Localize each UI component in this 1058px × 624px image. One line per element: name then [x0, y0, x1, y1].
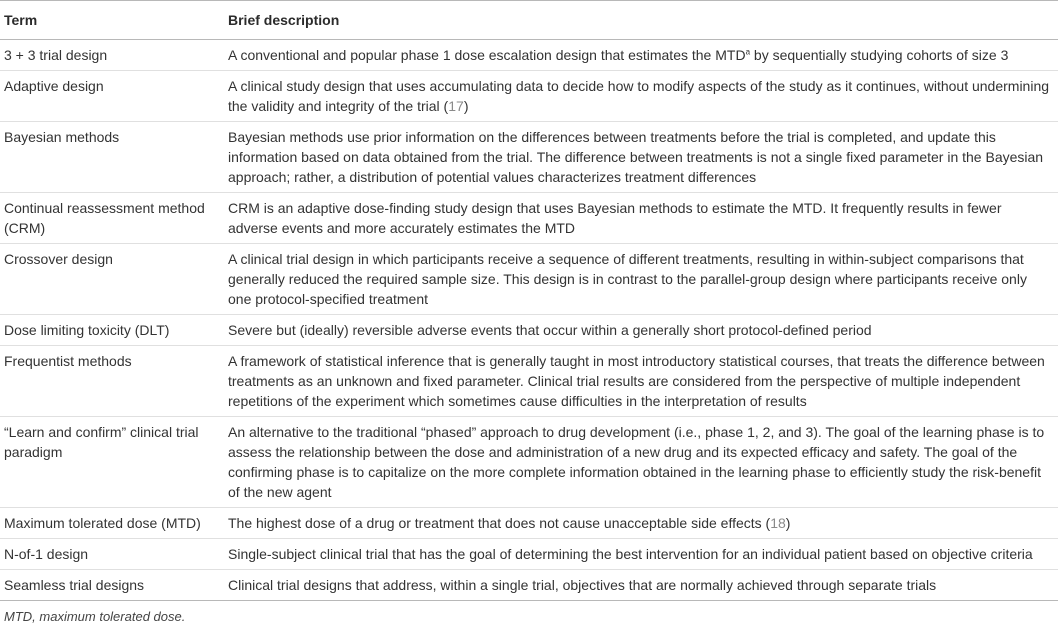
table-row [0, 346, 1058, 417]
table-row [0, 539, 1058, 570]
table-row [0, 315, 1058, 346]
description-cell: CRM is an adaptive dose-finding study design that uses Bayesian methods to estimate the MTD. It frequently results in fewer adverse events and more accurately estimates the MTD [228, 193, 1058, 244]
description-text: A conventional and popular phase 1 dose escalation design that estimates the MTD [228, 47, 746, 63]
term-cell: Seamless trial designs [0, 570, 228, 601]
description-cell [228, 71, 1058, 122]
reference-link[interactable]: 18 [770, 515, 786, 531]
description-cell: A framework of statistical inference that is generally taught in most introductory statistical courses, that treats the difference between treatments as an unknown and fixed parameter. Clinical trial results are considered from the perspective of multiple independent repetitions of the experiment which sometimes cause difficulties in the interpretation of results [228, 346, 1058, 417]
description-cell: Clinical trial designs that address, within a single trial, objectives that are normally achieved through separate trials [228, 570, 1058, 601]
term-cell: Dose limiting toxicity (DLT) [0, 315, 228, 346]
table-row [0, 40, 1058, 71]
description-text: by sequentially studying cohorts of size 3 [750, 47, 1009, 63]
table-row [0, 71, 1058, 122]
term-cell: 3 + 3 trial design [0, 40, 228, 71]
table-row [0, 417, 1058, 508]
term-cell: Maximum tolerated dose (MTD) [0, 508, 228, 539]
term-cell: Adaptive design [0, 71, 228, 122]
description-text: The highest dose of a drug or treatment that does not cause unacceptable side effects ( [228, 515, 771, 531]
description-text: A clinical study design that uses accumulating data to decide how to modify aspects of the study as it continues, without undermining the validity and integrity of the trial ( [228, 78, 1050, 114]
description-cell: Severe but (ideally) reversible adverse events that occur within a generally short protocol-defined period [228, 315, 1058, 346]
term-cell: Continual reassessment method (CRM) [0, 193, 228, 244]
description-cell: Bayesian methods use prior information on the differences between treatments before the trial is completed, and update this information based on data obtained from the trial. The difference between treatments is not a single fixed parameter in the Bayesian approach; rather, a distribution of potential values characterizes treatment differences [228, 122, 1058, 193]
description-cell [228, 40, 1058, 71]
term-cell: “Learn and confirm” clinical trial paradigm [0, 417, 228, 508]
description-cell: Single-subject clinical trial that has the goal of determining the best intervention for an individual patient based on objective criteria [228, 539, 1058, 570]
description-text: ) [463, 98, 469, 114]
term-column-header: Term [0, 1, 228, 40]
table-row [0, 570, 1058, 601]
description-column-header: Brief description [228, 1, 1058, 40]
term-cell: Bayesian methods [0, 122, 228, 193]
table-row [0, 244, 1058, 315]
table-row [0, 193, 1058, 244]
table-header-row [0, 1, 1058, 40]
description-cell [228, 508, 1058, 539]
description-text: ) [785, 515, 791, 531]
reference-link[interactable]: 17 [448, 98, 464, 114]
footnote-marker: a [745, 47, 751, 57]
description-cell: A clinical trial design in which participants receive a sequence of different treatments, resulting in within-subject comparisons that generally reduced the required sample size. This design is in contrast to the parallel-group design where participants receive only one protocol-specified treatment [228, 244, 1058, 315]
table-footnote: MTD, maximum tolerated dose. [4, 609, 186, 624]
term-cell: N-of-1 design [0, 539, 228, 570]
description-cell: An alternative to the traditional “phased” approach to drug development (i.e., phase 1, 2, and 3). The goal of the learning phase is to assess the relationship between the dose and administration of a new drug and its expected efficacy and safety. The goal of the confirming phase is to capitalize on the more complete information obtained in the learning phase to efficiently study the risk-benefit of the new agent [228, 417, 1058, 508]
table-row [0, 122, 1058, 193]
table-row [0, 508, 1058, 539]
term-cell: Frequentist methods [0, 346, 228, 417]
term-cell: Crossover design [0, 244, 228, 315]
